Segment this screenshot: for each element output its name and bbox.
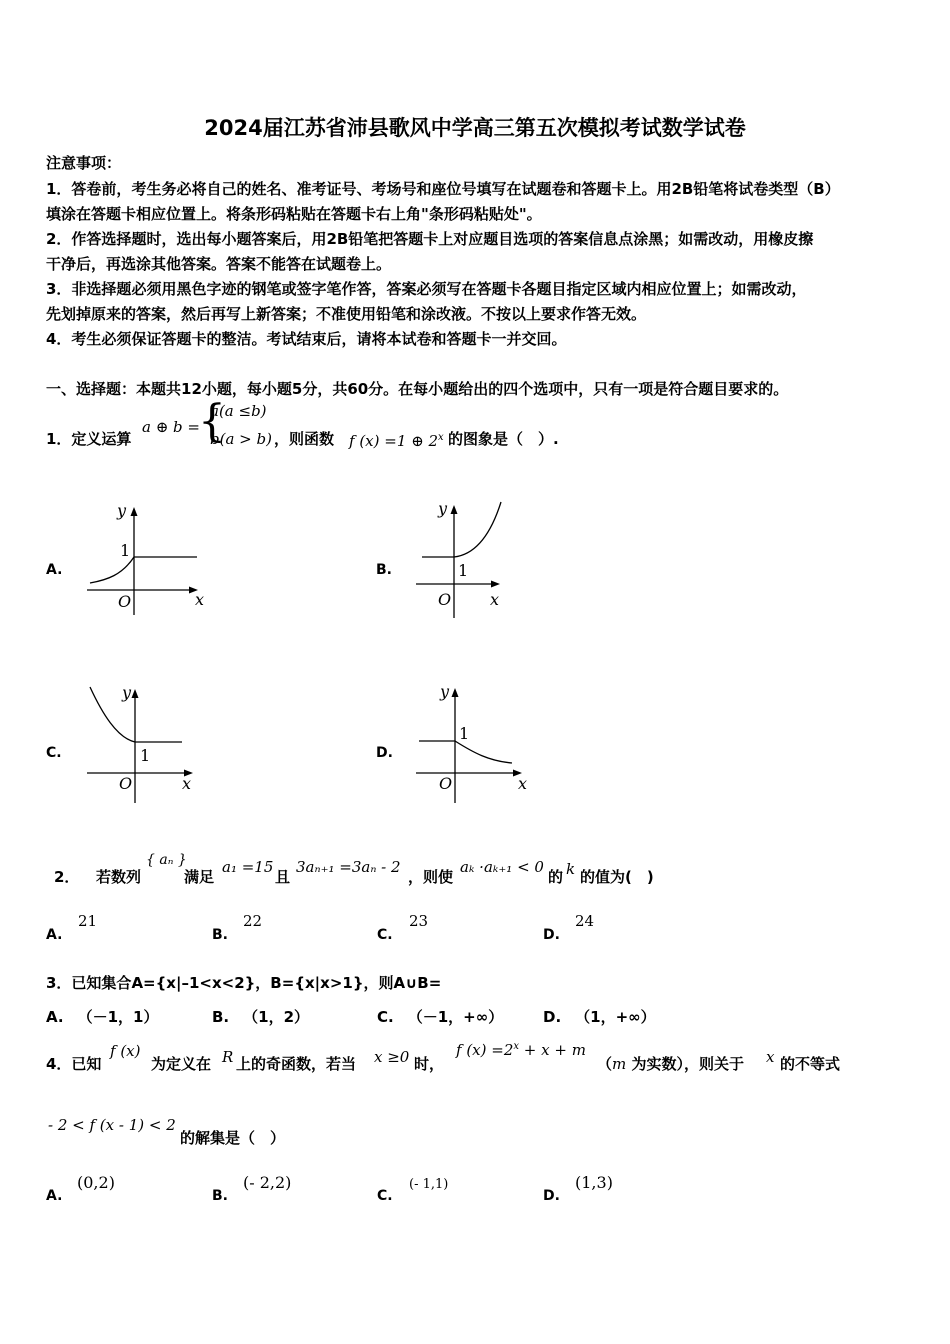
q4-option-a-label: A. [46, 1188, 63, 1204]
q4-text-5: 的不等式 [780, 1055, 841, 1073]
q4-condition: x ≥0 [374, 1048, 410, 1066]
notice-line: 2．作答选择题时，选出每小题答案后，用2B铅笔把答题卡上对应题目选项的答案信息点涂黑；如需改动，用橡皮擦 [46, 230, 814, 248]
q2-initial: a₁ =15 [222, 858, 274, 876]
x-label: x [182, 774, 192, 793]
origin-label: O [119, 774, 133, 793]
q3-option-a: A. （－1，1） [46, 1008, 159, 1026]
q1-option-a-label: A. [46, 562, 63, 578]
q1-option-b-graph [414, 500, 544, 625]
notice-line: 1．答卷前，考生务必将自己的姓名、准考证号、考场号和座位号填写在试题卷和答题卡上。用2B铅笔将试卷类型（B） [46, 180, 840, 198]
q2-option-d-value: 24 [575, 912, 595, 930]
notice-line: 干净后，再选涂其他答案。答案不能答在试题卷上。 [46, 255, 392, 273]
q3-option-c: C. （－1，+∞） [377, 1008, 504, 1026]
q2-text-4: ，则使 [408, 868, 454, 886]
q1-option-b-label: B. [376, 562, 392, 578]
q1-brace: { [198, 396, 226, 447]
q1-operation: a ⊕ b = [142, 418, 200, 436]
q4-option-d-value: (1,3) [575, 1173, 613, 1192]
q4-option-c-label: C. [377, 1188, 393, 1204]
x-label: x [195, 590, 205, 609]
q3-stem: 3．已知集合A={x|–1<x<2}，B={x|x>1}，则A∪B= [46, 974, 442, 992]
q1-option-d-label: D. [376, 745, 393, 761]
q1-option-a-graph [82, 500, 212, 625]
q2-text-3: 且 [275, 868, 291, 886]
q1-tail: 的图象是（ ）. [448, 430, 559, 448]
one-label: 1 [458, 561, 469, 580]
y-axis-arrow [131, 507, 138, 516]
x-label: x [490, 590, 500, 609]
q1-function: f (x) =1 ⊕ 2$^x$ [349, 432, 444, 450]
q4-option-b-value: (- 2,2) [243, 1173, 292, 1192]
q2-text-2: 满足 [184, 868, 215, 886]
q4-option-a-value: (0,2) [77, 1173, 115, 1192]
q1-number: 1．定义运算 [46, 430, 132, 448]
q4-function: f $(x) =2^x + x + m$ [456, 1041, 586, 1059]
q2-text-5: 的 [548, 868, 564, 886]
q4-inequality: - 2 < f (x - 1) < 2 [48, 1116, 176, 1134]
q1-mid: ，则函数 [274, 430, 335, 448]
notice-line: 先划掉原来的答案，然后再写上新答案；不准使用铅笔和涂改液。不按以上要求作答无效。 [46, 305, 647, 323]
q2-recurrence: 3aₙ₊₁ =3aₙ - 2 [296, 858, 401, 876]
q2-option-b-label: B. [212, 927, 228, 943]
q2-product: aₖ ·aₖ₊₁ < 0 [460, 858, 544, 876]
one-label: 1 [120, 541, 131, 560]
q2-k: k [566, 860, 576, 878]
q1-case-2: b(a > b) [210, 430, 272, 448]
curve [455, 741, 512, 763]
q4-number: 4．已知 [46, 1055, 102, 1073]
q4-option-c-value: (- 1,1) [409, 1177, 449, 1192]
origin-label: O [118, 592, 132, 611]
q4-option-d-label: D. [543, 1188, 560, 1204]
y-label: y [117, 501, 127, 520]
notice-line: 填涂在答题卡相应位置上。将条形码粘贴在答题卡右上角"条形码粘贴处"。 [46, 205, 542, 223]
q2-number: 2． [54, 868, 80, 886]
q4-text-3: 时， [414, 1055, 445, 1073]
curve [90, 557, 134, 583]
page-title: 2024届江苏省沛县歌风中学高三第五次模拟考试数学试卷 [204, 116, 746, 140]
q2-option-b-value: 22 [243, 912, 263, 930]
notice-line: 3．非选择题必须用黑色字迹的钢笔或签字笔作答，答案必须写在答题卡各题目指定区域内相应位置上；如需改动， [46, 280, 807, 298]
x-label: x [518, 774, 528, 793]
q4-R: R [222, 1048, 234, 1066]
q2-option-c-value: 23 [409, 912, 429, 930]
x-axis-arrow [491, 581, 500, 588]
y-axis-arrow [132, 689, 139, 698]
q2-option-d-label: D. [543, 927, 560, 943]
q1-option-c-graph [82, 683, 212, 808]
y-label: y [438, 499, 448, 518]
q2-option-a-value: 21 [78, 912, 98, 930]
q2-text-1: 若数列 [96, 868, 142, 886]
q4-text-6: 的解集是（ ） [180, 1129, 286, 1147]
notice-line: 4．考生必须保证答题卡的整洁。考试结束后，请将本试卷和答题卡一并交回。 [46, 330, 567, 348]
q1-option-d-graph [414, 683, 544, 808]
q3-option-b: B. （1，2） [212, 1008, 310, 1026]
q4-text-1: 为定义在 [151, 1055, 212, 1073]
y-label: y [122, 683, 132, 702]
q2-option-c-label: C. [377, 927, 393, 943]
q2-option-a-label: A. [46, 927, 63, 943]
q4-text-2: 上的奇函数，若当 [236, 1055, 357, 1073]
q1-option-c-label: C. [46, 745, 62, 761]
q2-sequence: { aₙ } [146, 852, 187, 868]
y-axis-arrow [452, 688, 459, 697]
notice-heading: 注意事项： [46, 154, 122, 172]
q2-text-6: 的值为( ) [580, 868, 654, 886]
q1-case-1: a(a ≤b) [210, 402, 267, 420]
q4-x: x [766, 1048, 775, 1066]
curve [454, 502, 501, 557]
y-label: y [440, 682, 450, 701]
one-label: 1 [459, 724, 470, 743]
origin-label: O [438, 590, 452, 609]
origin-label: O [439, 774, 453, 793]
q4-option-b-label: B. [212, 1188, 228, 1204]
y-axis-arrow [451, 505, 458, 514]
one-label: 1 [140, 746, 151, 765]
q4-text-4: （m 为实数），则关于 [597, 1055, 744, 1073]
q4-fx: f (x) [110, 1042, 141, 1060]
q3-option-d: D. （1，+∞） [543, 1008, 656, 1026]
section-heading: 一、选择题：本题共12小题，每小题5分，共60分。在每小题给出的四个选项中，只有一项是符合题目要求的。 [46, 380, 789, 398]
